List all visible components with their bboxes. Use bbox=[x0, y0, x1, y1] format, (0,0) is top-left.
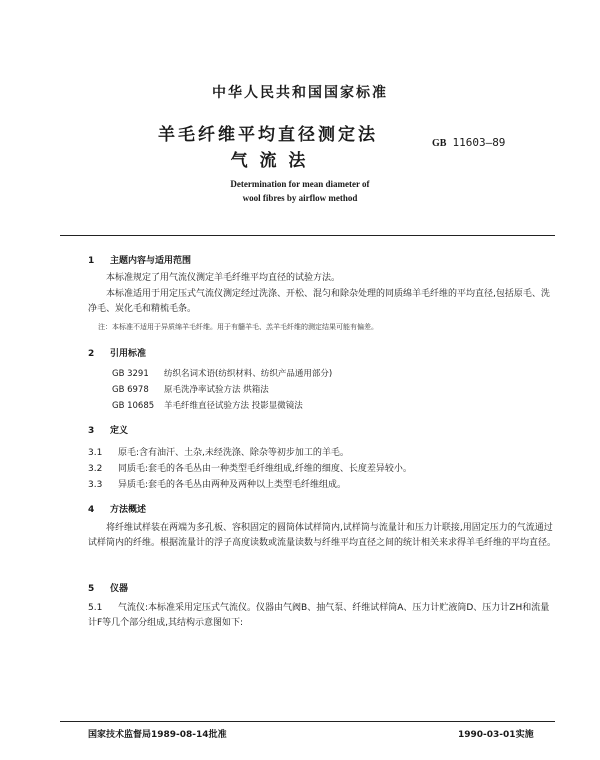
top-divider bbox=[60, 235, 555, 236]
section-3-heading bbox=[88, 423, 128, 436]
section-1-heading bbox=[88, 253, 191, 266]
section-5-heading bbox=[88, 581, 128, 594]
section-title: 定义 bbox=[110, 426, 129, 436]
standard-code-number: 11603—89 bbox=[452, 136, 506, 149]
reference-title: 纺织名词术语(纺织材料、纺织产品通用部分) bbox=[164, 369, 333, 379]
english-title-line2: wool fibres by airflow method bbox=[242, 193, 358, 203]
standard-code bbox=[432, 136, 505, 149]
section-number: 2 bbox=[88, 349, 95, 359]
reference-item bbox=[112, 367, 332, 379]
reference-code: GB 3291 bbox=[112, 369, 149, 379]
definition-text: 同质毛:套毛的各毛丛由一种类型毛纤维组成,纤维的细度、长度差异较小。 bbox=[118, 464, 412, 474]
section-title: 主题内容与适用范围 bbox=[110, 256, 192, 266]
section-1-paragraph-1: 本标准规定了用气流仪测定羊毛纤维平均直径的试验方法。 bbox=[106, 273, 341, 283]
section-title: 仪器 bbox=[110, 584, 129, 594]
standard-title: 羊毛纤维平均直径测定法 bbox=[158, 125, 378, 145]
item-number: 5.1 bbox=[88, 603, 103, 613]
section-title: 引用标准 bbox=[110, 349, 147, 359]
reference-item bbox=[112, 383, 269, 395]
section-4-heading bbox=[88, 502, 146, 515]
section-1-paragraph-2: 本标准适用于用定压式气流仪测定经过洗涤、开松、混匀和除杂处理的同质绵羊毛纤维的平均直径,包括原毛、洗净毛、炭化毛和精梳毛条。 bbox=[88, 289, 550, 314]
definition-text: 异质毛:套毛的各毛丛由两种及两种以上类型毛纤维组成。 bbox=[118, 480, 347, 490]
section-number: 3 bbox=[88, 426, 95, 436]
approval-date: 国家技术监督局1989-08-14批准 bbox=[88, 730, 227, 740]
section-2-heading bbox=[88, 346, 146, 359]
definition-item bbox=[88, 445, 349, 458]
bottom-divider bbox=[60, 721, 555, 722]
definition-item bbox=[88, 461, 412, 474]
reference-title: 原毛洗净率试验方法 烘箱法 bbox=[164, 385, 269, 395]
reference-code: GB 10685 bbox=[112, 401, 155, 411]
standard-subtitle: 气 流 法 bbox=[230, 151, 306, 171]
section-number: 1 bbox=[88, 256, 95, 266]
implementation-date: 1990-03-01实施 bbox=[458, 730, 534, 740]
reference-title: 羊毛纤维直径试验方法 投影显微镜法 bbox=[164, 401, 303, 411]
english-title-line1: Determination for mean diameter of bbox=[230, 179, 370, 189]
section-1-note: 注：本标准不适用于异质绵羊毛纤维。用于有髓羊毛、羔羊毛纤维的测定结果可能有偏差。 bbox=[98, 323, 378, 331]
national-standard-heading: 中华人民共和国国家标准 bbox=[212, 85, 388, 101]
section-title: 方法概述 bbox=[110, 505, 147, 515]
definition-number: 3.2 bbox=[88, 464, 103, 474]
definition-number: 3.3 bbox=[88, 480, 103, 490]
definition-item bbox=[88, 477, 346, 490]
instrument-item bbox=[88, 601, 556, 631]
section-number: 5 bbox=[88, 584, 95, 594]
definition-number: 3.1 bbox=[88, 448, 103, 458]
section-number: 4 bbox=[88, 505, 95, 515]
definition-text: 原毛:含有油汗、土杂,未经洗涤、除杂等初步加工的羊毛。 bbox=[118, 448, 349, 458]
standard-code-prefix: GB bbox=[432, 138, 447, 149]
reference-code: GB 6978 bbox=[112, 385, 149, 395]
section-4-paragraph: 将纤维试样装在两端为多孔板、容积固定的圆筒体试样筒内,试样筒与流量计和压力计联接,用固定压力的气流通过试样筒内的纤维。根据流量计的浮子高度读数或流量读数与纤维平均直径之间的统计相关来求得羊毛纤维的平均直径。 bbox=[88, 523, 557, 548]
item-text: 气流仪:本标准采用定压式气流仪。仪器由气阀B、抽气泵、纤维试样筒A、压力计贮液筒D、压力计ZH和流量计F等几个部分组成,其结构示意图如下: bbox=[88, 603, 550, 628]
reference-item bbox=[112, 399, 303, 411]
